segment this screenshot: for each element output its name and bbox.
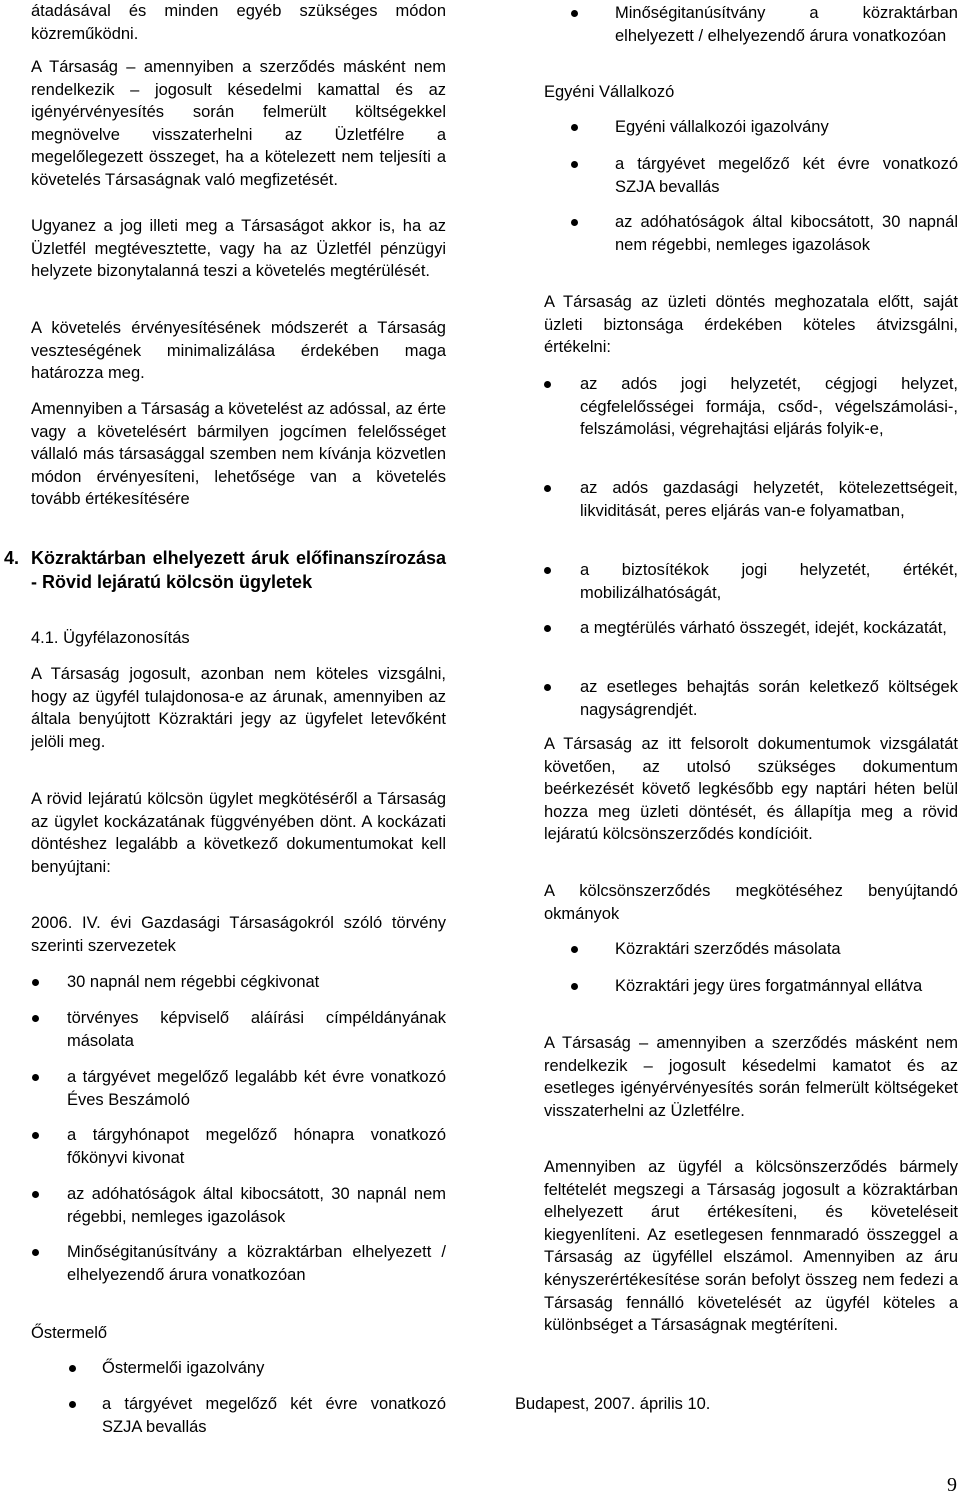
bullet-icon [32, 1132, 39, 1139]
list-item: Egyéni vállalkozói igazolvány [615, 118, 829, 136]
paragraph-review-result: A Társaság az itt felsorolt dokumentumok vizsgálatát követően, az utolsó szükséges dokumentum beérkezését követő legkésőbb egy naptári héten belül hozza meg üzleti döntését, és állapítja meg a rövid lejáratú kölcsönszerződés kondícióit. [544, 735, 958, 844]
paragraph-loan-docs: A kölcsönszerződés megkötéséhez benyújtandó okmányok [544, 882, 958, 923]
bullet-icon [544, 485, 551, 492]
list-item: a tárgyhónapot megelőző hónapra vonatkozó főkönyvi kivonat [67, 1126, 446, 1167]
bullet-icon [69, 1365, 76, 1372]
list-item: a biztosítékok jogi helyzetét, értékét, mobilizálhatóságát, [580, 561, 958, 602]
page-number: 9 [947, 1474, 957, 1496]
bullet-icon [544, 625, 551, 632]
list-item: az adós gazdasági helyzetét, kötelezettségeit, likviditását, peres eljárás van-e folyamatban, [580, 479, 958, 520]
bullet-icon [32, 1249, 39, 1256]
list-item: Minőségitanúsítvány a közraktárban elhelyezett / elhelyezendő árura vonatkozóan [615, 4, 958, 45]
bullet-icon [571, 124, 578, 131]
paragraph-recharge: A Társaság – amennyiben a szerződés másként nem rendelkezik – jogosult késedelmi kamatot és az esetleges igényérvényesítés során felmerült költségeket visszaterhelni az Üzletfélre. [544, 1034, 958, 1120]
bullet-icon [32, 979, 39, 986]
bullet-icon [544, 567, 551, 574]
list-item: Őstermelői igazolvány [102, 1359, 265, 1377]
bullet-icon [571, 10, 578, 17]
list-item: az adós jogi helyzetét, cégjogi helyzet, cégfelelősségei formája, csőd-, végelszámolási-, felszámolási, végrehajtási eljárás folyik-e, [580, 375, 958, 439]
section-heading [4, 546, 446, 594]
list-item: az esetleges behajtás során keletkező költségek nagyságrendjét. [580, 678, 958, 719]
bullet-icon [69, 1401, 76, 1408]
bullet-icon [32, 1191, 39, 1198]
list-item: Közraktári szerződés másolata [615, 940, 841, 958]
bullet-icon [571, 946, 578, 953]
paragraph-decision: A rövid lejáratú kölcsön ügylet megkötéséről a Társaság az ügylet kockázatának függvényében dönt. A kockázati döntéshez legalább a következő dokumentumokat kell benyújtani: [31, 790, 446, 876]
bullet-icon [32, 1074, 39, 1081]
list-item: Közraktári jegy üres forgatmánnyal ellátva [615, 977, 923, 995]
paragraph-law: 2006. IV. évi Gazdasági Társaságokról szóló törvény szerinti szervezetek [31, 914, 446, 955]
bullet-icon [544, 381, 551, 388]
paragraph-breach: Amennyiben az ügyfél a kölcsönszerződés bármely feltételét megszegi a Társaság jogosult a közraktárban elhelyezett árut értékesíteni, és követeléseit kiegyenlíteni. Az esetlegesen fennmaradó összeggel a Társaság az ügyféllel elszámol. Amennyiben az áru kényszerértékesítése során befolyt összeg nem fedezi a Társaság fennálló követelését az ügyfél köteles a különbséget a Társaságnak megtéríteni. [544, 1158, 958, 1335]
list-item: Minőségitanúsítvány a közraktárban elhelyezett / elhelyezendő árura vonatkozóan [67, 1243, 446, 1284]
bullet-icon [544, 684, 551, 691]
intro-tail: átadásával és minden egyéb szükséges módon közreműködni. [31, 2, 446, 43]
paragraph-owner: A Társaság jogosult, azonban nem köteles vizsgálni, hogy az ügyfél tulajdonosa-e az árunak, amennyiben az általa benyújtott Közraktári jegy az ügyfelet letevőként jelöli meg. [31, 665, 446, 751]
paragraph-same-right: Ugyanez a jog illeti meg a Társaságot akkor is, ha az Üzletfél megtévesztette, vagy ha az Üzletfél pénzügyi helyzete bizonytalanná teszi a követelés megtérülését. [31, 217, 446, 281]
bullet-icon [571, 161, 578, 168]
paragraph-review: A Társaság az üzleti döntés meghozatala előtt, saját üzleti biztonsága érdekében köteles átvizsgálni, értékelni: [544, 293, 958, 357]
list-item: az adóhatóságok által kibocsátott, 30 napnál nem régebbi, nemleges igazolások [615, 213, 958, 254]
bullet-icon [32, 1015, 39, 1022]
list-item: az adóhatóságok által kibocsátott, 30 napnál nem régebbi, nemleges igazolások [67, 1185, 446, 1226]
list-item: 30 napnál nem régebbi cégkivonat [67, 973, 320, 991]
section-number: 4. [4, 548, 20, 568]
list-item: a megtérülés várható összegét, idejét, kockázatát, [580, 619, 947, 637]
bullet-icon [571, 219, 578, 226]
paragraph-sale: Amennyiben a Társaság a követelést az adóssal, az érte vagy a követelésért bármilyen jogcímen felelősséget vállaló más társasággal szemben nem kívánja közvetlen módon érvényesíteni, lehetősége van a követelés tovább értékesítésére [31, 400, 446, 509]
bullet-icon [571, 983, 578, 990]
list-item: a tárgyévet megelőző két évre vonatkozó SZJA bevallás [102, 1395, 446, 1436]
producer-heading: Őstermelő [31, 1324, 108, 1342]
list-item: a tárgyévet megelőző legalább két évre vonatkozó Éves Beszámoló [67, 1068, 446, 1109]
section-title: Közraktárban elhelyezett áruk előfinanszírozása - Rövid lejáratú kölcsön ügyletek [31, 548, 446, 592]
subsection-heading: 4.1. Ügyfélazonosítás [31, 629, 190, 647]
paragraph-method: A követelés érvényesítésének módszerét a Társaság veszteségének minimalizálása érdekében maga határozza meg. [31, 319, 446, 383]
date-line: Budapest, 2007. április 10. [515, 1395, 711, 1413]
entrepreneur-heading: Egyéni Vállalkozó [544, 83, 675, 101]
paragraph-interest: A Társaság – amennyiben a szerződés másként nem rendelkezik – jogosult késedelmi kamattal és az igényérvényesítés során felmerült költségekkel megnövelve visszaterhelni az Üzletfélre a megelőlegezett összeget, ha a kötelezett nem teljesíti a követelés Társaságnak való megfizetését. [31, 58, 446, 189]
list-item: a tárgyévet megelőző két évre vonatkozó SZJA bevallás [615, 155, 958, 196]
list-item: törvényes képviselő aláírási címpéldányának másolata [67, 1009, 446, 1050]
